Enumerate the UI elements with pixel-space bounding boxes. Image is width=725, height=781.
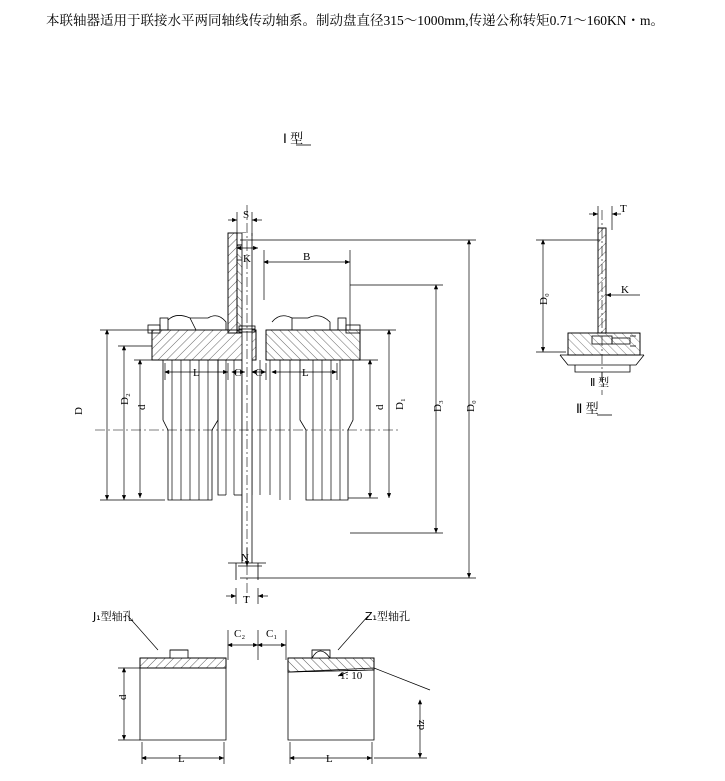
label-K-type2: K xyxy=(621,284,629,296)
label-D0-type2: D₀ xyxy=(538,293,550,305)
label-d-left: d xyxy=(136,404,148,410)
label-z1-bore: Z₁型轴孔 xyxy=(365,610,410,623)
label-d-bore: d xyxy=(117,694,129,700)
label-L-bore-right: L xyxy=(326,753,333,765)
label-B: B xyxy=(303,251,311,263)
label-j1-bore: J₁型轴孔 xyxy=(93,610,134,623)
label-C-right: C xyxy=(255,367,263,379)
label-C2: C₂ xyxy=(234,628,246,640)
label-dz: dz xyxy=(415,719,427,730)
label-N: N xyxy=(241,552,249,564)
label-L-right: L xyxy=(302,367,309,379)
label-d-right: d xyxy=(374,404,386,410)
label-D2: D₂ xyxy=(119,393,131,405)
figure-title-type-2: Ⅱ 型 xyxy=(576,401,599,416)
label-C1: C₁ xyxy=(266,628,278,640)
label-T-main: T xyxy=(243,594,250,606)
label-T-type2: T xyxy=(620,203,627,215)
label-S: S xyxy=(243,209,250,221)
label-L-left: L xyxy=(193,367,200,379)
intro-paragraph: 本联轴器适用于联接水平两同轴线传动轴系。制动盘直径315～1000mm,传递公称转矩0.71～160KN・m。 xyxy=(46,13,664,28)
figure-title-type-1: Ⅰ 型 xyxy=(283,131,304,146)
label-C-left: C xyxy=(234,367,242,379)
label-K: K xyxy=(243,253,251,265)
label-D0: D₀ xyxy=(465,400,477,412)
label-D3: D₃ xyxy=(432,400,444,412)
label-taper: 1: 10 xyxy=(340,670,363,682)
label-D: D xyxy=(73,407,85,415)
label-L-bore-left: L xyxy=(178,753,185,765)
label-D1: D₁ xyxy=(394,398,406,410)
label-type2-inner-title: Ⅱ 型 xyxy=(590,377,610,389)
